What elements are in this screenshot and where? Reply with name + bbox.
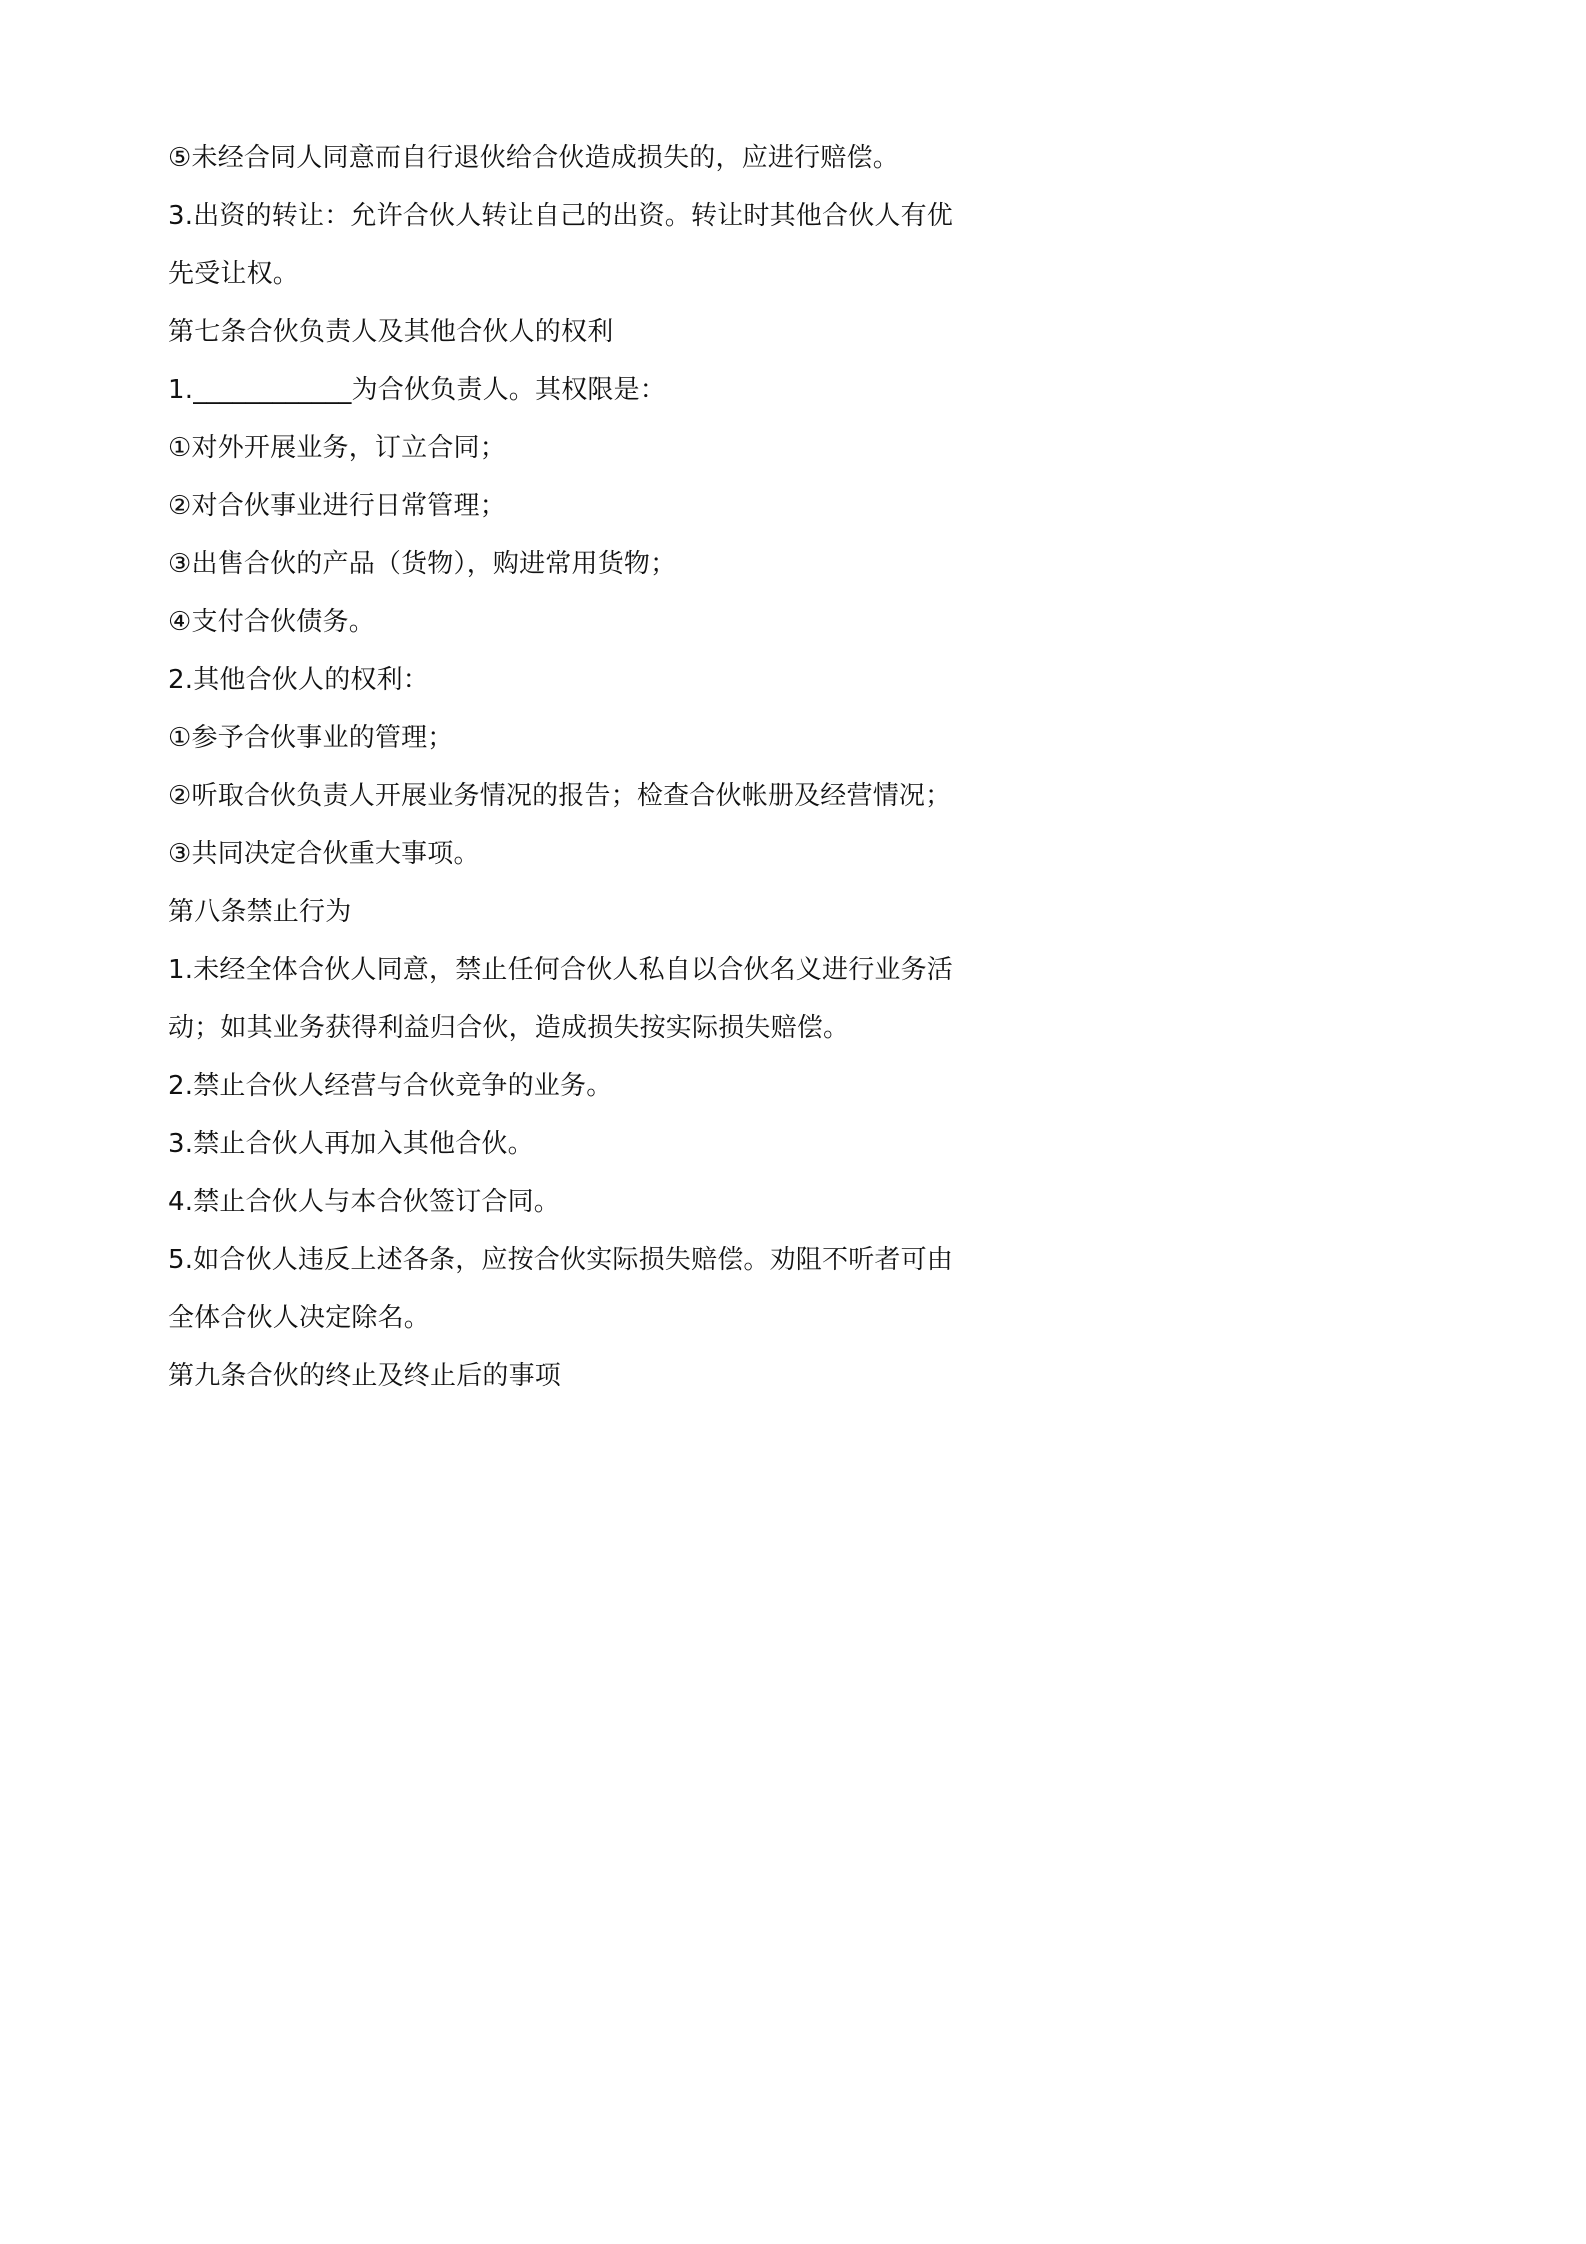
article-7-item-2-sub-3: ③共同决定合伙重大事项。 — [168, 839, 480, 869]
article-8-item-4: 4.禁止合伙人与本合伙签订合同。 — [168, 1187, 561, 1217]
article-7-item-1-sub-3: ③出售合伙的产品（货物），购进常用货物； — [168, 549, 677, 579]
article-8-heading: 第八条禁止行为 — [168, 897, 352, 927]
article-7-item-2-sub-1: ①参予合伙事业的管理； — [168, 723, 454, 753]
article-8-item-3: 3.禁止合伙人再加入其他合伙。 — [168, 1129, 534, 1159]
article-7-item-1-sub-2: ②对合伙事业进行日常管理； — [168, 491, 506, 521]
article-7-item-1: 1.____________为合伙负责人。其权限是： — [168, 375, 667, 405]
article-8-item-5-line-1: 5.如合伙人违反上述各条，应按合伙实际损失赔偿。劝阻不听者可由 — [168, 1245, 954, 1275]
article-7-item-1-sub-4: ④支付合伙债务。 — [168, 607, 375, 637]
article-7-item-1-sub-1: ①对外开展业务，订立合同； — [168, 433, 506, 463]
clause-6-item-3-line-1: 3.出资的转让：允许合伙人转让自己的出资。转让时其他合伙人有优 — [168, 201, 954, 231]
clause-6-item-3-line-2: 先受让权。 — [168, 259, 300, 289]
article-7-heading: 第七条合伙负责人及其他合伙人的权利 — [168, 317, 614, 347]
document-page — [0, 0, 1100, 1553]
article-8-item-1-line-2: 动；如其业务获得利益归合伙，造成损失按实际损失赔偿。 — [168, 1013, 850, 1043]
article-7-item-2: 2.其他合伙人的权利： — [168, 665, 430, 695]
clause-6-item-5: ⑤未经合同人同意而自行退伙给合伙造成损失的，应进行赔偿。 — [168, 143, 899, 173]
article-7-item-2-sub-2: ②听取合伙负责人开展业务情况的报告；检查合伙帐册及经营情况； — [168, 781, 952, 811]
article-8-item-5-line-2: 全体合伙人决定除名。 — [168, 1303, 431, 1333]
article-9-heading: 第九条合伙的终止及终止后的事项 — [168, 1361, 562, 1391]
article-8-item-2: 2.禁止合伙人经营与合伙竞争的业务。 — [168, 1071, 613, 1101]
article-8-item-1-line-1: 1.未经全体合伙人同意，禁止任何合伙人私自以合伙名义进行业务活 — [168, 955, 954, 985]
